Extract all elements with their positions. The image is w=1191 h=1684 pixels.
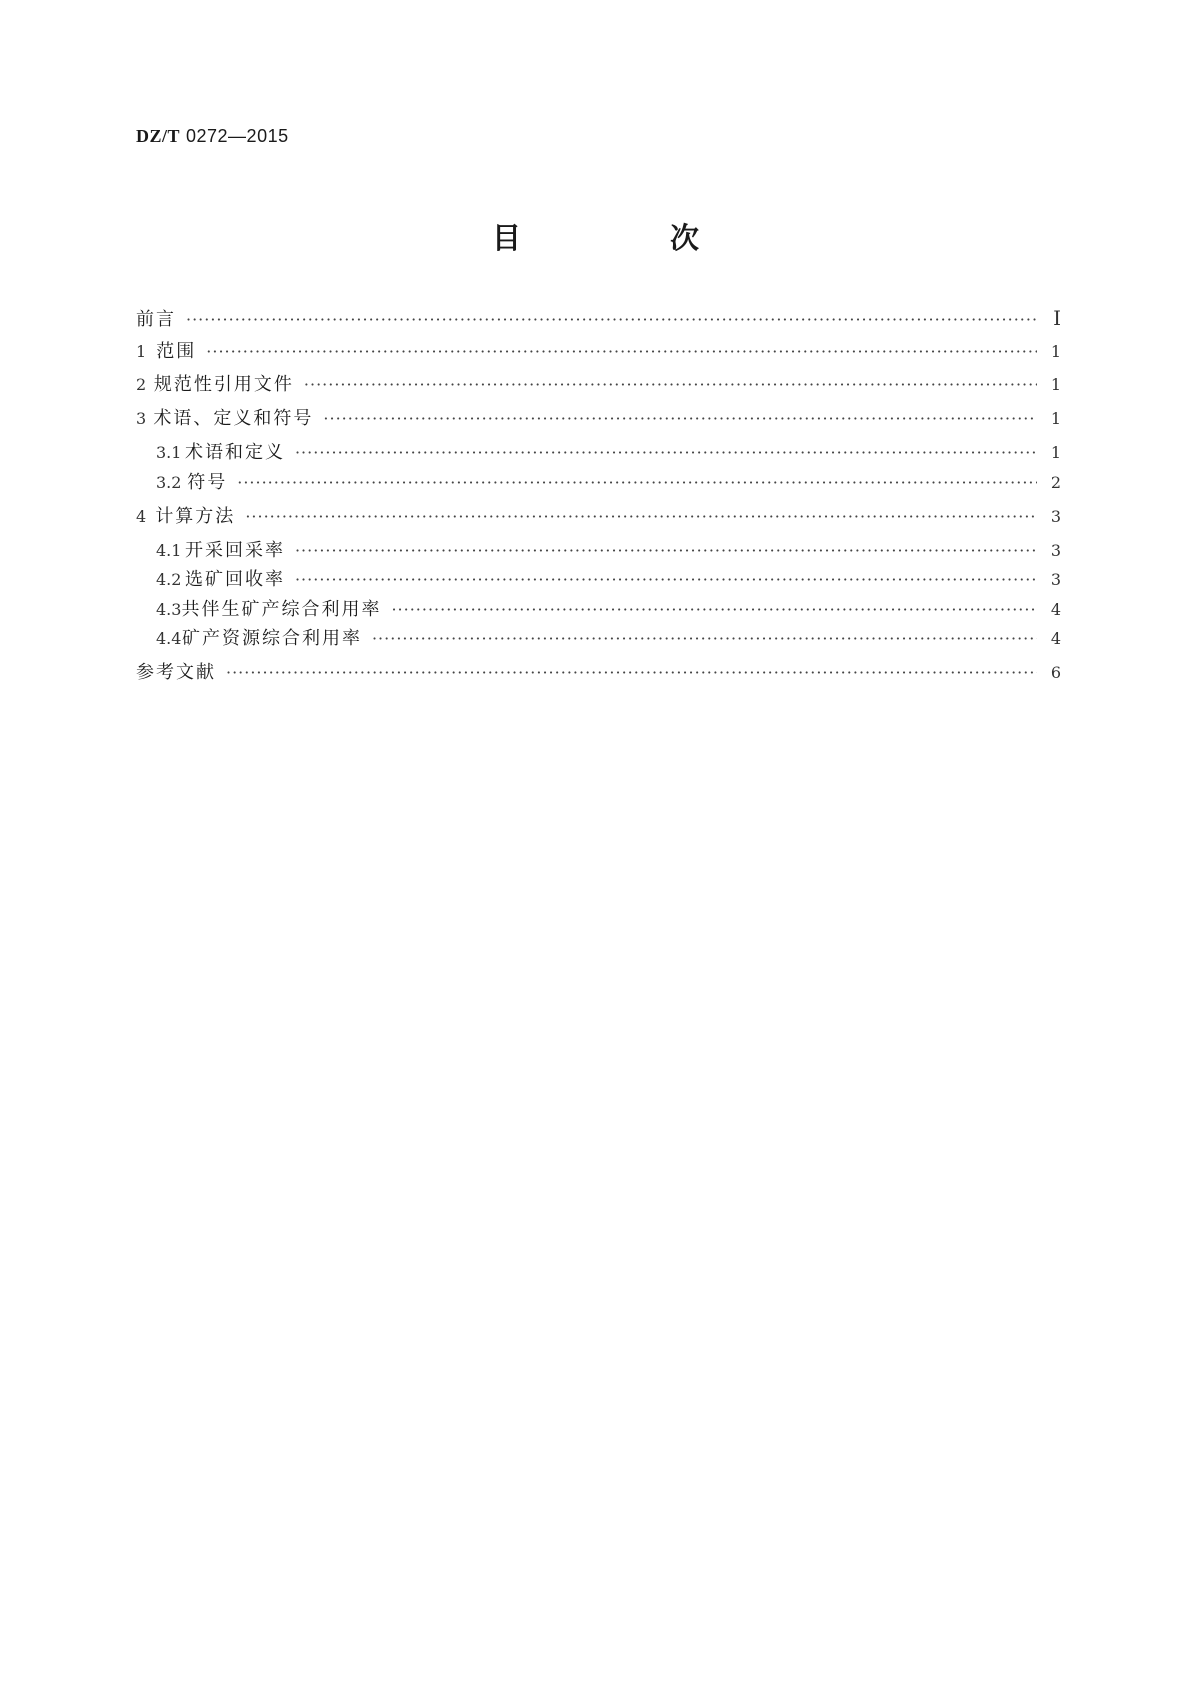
toc-entry-number: 3.1 xyxy=(156,443,182,462)
toc-entry-number: 1 xyxy=(136,342,147,361)
toc-entry-page: 1 xyxy=(1050,375,1061,394)
toc-entry-page: 3 xyxy=(1050,541,1061,560)
toc-entry-references[interactable] xyxy=(136,661,1061,685)
toc-entry-3[interactable] xyxy=(136,407,1061,431)
toc-entry-label: 参考文献 xyxy=(136,662,216,683)
toc-dot-leader xyxy=(237,471,1037,495)
toc-entry-4-3[interactable] xyxy=(156,598,1061,622)
toc-entry-label: 术语和定义 xyxy=(184,442,285,463)
toc-entry-2[interactable] xyxy=(136,373,1061,397)
toc-entry-page: 1 xyxy=(1050,409,1061,428)
toc-entry-3-1[interactable] xyxy=(156,441,1061,465)
standard-number: 0272—2015 xyxy=(186,126,289,146)
toc-entry-4-4[interactable] xyxy=(156,627,1061,651)
toc-entry-label: 符号 xyxy=(187,472,228,493)
toc-entry-number: 4.2 xyxy=(156,570,182,589)
toc-entry-4-1[interactable] xyxy=(156,539,1061,563)
toc-entry-label: 共伴生矿产综合利用率 xyxy=(181,599,382,620)
page-title: 目 次 xyxy=(491,221,759,255)
toc-entry-1[interactable] xyxy=(136,340,1061,364)
toc-entry-label: 规范性引用文件 xyxy=(153,374,294,395)
toc-dot-leader xyxy=(304,373,1037,397)
toc-entry-label: 术语、定义和符号 xyxy=(153,408,314,429)
toc-entry-number: 3 xyxy=(136,409,147,428)
toc-entry-number: 4.4 xyxy=(156,629,182,648)
toc-entry-label: 选矿回收率 xyxy=(184,569,285,590)
toc-dot-leader xyxy=(295,539,1037,563)
standard-code xyxy=(136,126,289,147)
toc-entry-page: Ⅰ xyxy=(1053,306,1061,330)
toc-entry-number: 4.1 xyxy=(156,541,182,560)
toc-entry-label: 范围 xyxy=(156,341,197,362)
toc-entry-number: 4.3 xyxy=(156,600,182,619)
toc-entry-page: 1 xyxy=(1050,443,1061,462)
toc-entry-page: 1 xyxy=(1050,342,1061,361)
toc-entry-4-2[interactable] xyxy=(156,568,1061,592)
toc-dot-leader xyxy=(391,598,1037,622)
toc-dot-leader xyxy=(226,661,1037,685)
toc-entry-4[interactable] xyxy=(136,505,1061,529)
toc-entry-label: 计算方法 xyxy=(155,506,236,527)
toc-entry-number: 3.2 xyxy=(156,473,182,492)
toc-entry-page: 2 xyxy=(1050,473,1061,492)
toc-entry-page: 3 xyxy=(1050,507,1061,526)
toc-entry-page: 3 xyxy=(1050,570,1061,589)
toc-dot-leader xyxy=(245,505,1037,529)
toc-entry-foreword[interactable] xyxy=(136,306,1061,330)
toc-entry-page: 6 xyxy=(1050,663,1061,682)
toc-entry-number: 4 xyxy=(136,507,147,526)
toc-entry-label: 开采回采率 xyxy=(184,540,285,561)
toc-dot-leader xyxy=(295,568,1037,592)
standard-prefix: DZ/T xyxy=(136,126,181,146)
toc-dot-leader xyxy=(206,340,1037,364)
toc-entry-3-2[interactable] xyxy=(156,471,1061,495)
toc-entry-page: 4 xyxy=(1050,600,1061,619)
toc-dot-leader xyxy=(323,407,1037,431)
toc-dot-leader xyxy=(295,441,1037,465)
toc-entry-number: 2 xyxy=(136,375,147,394)
toc-dot-leader xyxy=(372,627,1037,651)
toc-entry-label: 矿产资源综合利用率 xyxy=(181,628,362,649)
toc-dot-leader xyxy=(186,308,1037,332)
toc-entry-label: 前言 xyxy=(136,309,176,330)
toc-entry-page: 4 xyxy=(1050,629,1061,648)
